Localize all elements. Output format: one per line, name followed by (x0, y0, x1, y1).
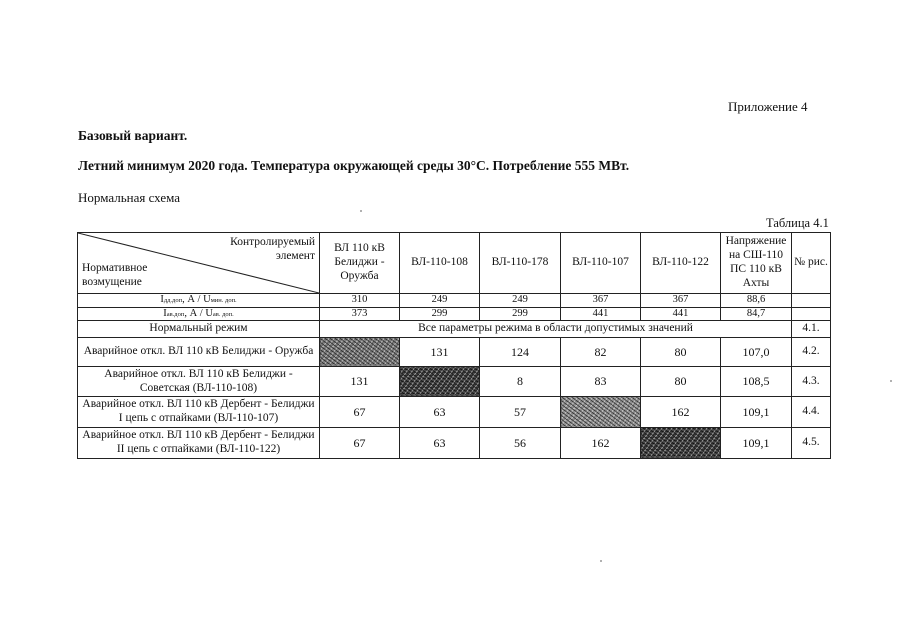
current-value: 8 (480, 366, 561, 397)
limit-value: 249 (400, 294, 480, 308)
results-table (77, 232, 831, 459)
table-header-row (78, 233, 831, 294)
row-label: Аварийное откл. ВЛ 110 кВ Белиджи - Советская (ВЛ-110-108) (78, 366, 320, 397)
voltage-value: 107,0 (721, 337, 792, 366)
limit-value: 367 (641, 294, 721, 308)
figure-ref: 4.3. (792, 366, 831, 397)
column-header: ВЛ-110-107 (561, 233, 641, 294)
scan-speck (360, 210, 362, 212)
conditions-heading: Летний минимум 2020 года. Температура окружающей среды 30°С. Потребление 555 МВт. (78, 158, 630, 173)
limit-value: 249 (480, 294, 561, 308)
current-value: 63 (400, 397, 480, 428)
variant-heading: Базовый вариант. (78, 128, 188, 143)
current-value: 82 (561, 337, 641, 366)
column-header: ВЛ-110-122 (641, 233, 721, 294)
current-value: 124 (480, 337, 561, 366)
figure-ref: 4.5. (792, 427, 831, 458)
table-row (78, 337, 831, 366)
limit-row-1 (78, 294, 831, 308)
disconnected-element-cell (320, 337, 400, 366)
normal-mode-label: Нормальный режим (78, 321, 320, 338)
disconnected-element-cell (400, 366, 480, 397)
current-value: 83 (561, 366, 641, 397)
row-label: Аварийное откл. ВЛ 110 кВ Дербент - Белиджи I цепь с отпайками (ВЛ-110-107) (78, 397, 320, 428)
row-label: Аварийное откл. ВЛ 110 кВ Белиджи - Оружба (78, 337, 320, 366)
voltage-value: 108,5 (721, 366, 792, 397)
voltage-value: 109,1 (721, 397, 792, 428)
current-value: 80 (641, 366, 721, 397)
corner-cell (78, 233, 320, 294)
limit-value: 373 (320, 307, 400, 321)
appendix-label: Приложение 4 (728, 99, 808, 114)
limit-value: 299 (400, 307, 480, 321)
table-row (78, 366, 831, 397)
limit-value: 84,7 (721, 307, 792, 321)
table-number: Таблица 4.1 (766, 216, 829, 230)
current-value: 63 (400, 427, 480, 458)
limit-value: 88,6 (721, 294, 792, 308)
limit-value: 299 (480, 307, 561, 321)
scan-speck (600, 560, 602, 562)
current-value: 162 (641, 397, 721, 428)
figure-ref: 4.1. (792, 321, 831, 338)
normal-mode-row (78, 321, 831, 338)
current-value: 56 (480, 427, 561, 458)
limit-row-2 (78, 307, 831, 321)
row-label: Аварийное откл. ВЛ 110 кВ Дербент - Белиджи II цепь с отпайками (ВЛ-110-122) (78, 427, 320, 458)
current-value: 162 (561, 427, 641, 458)
disconnected-element-cell (641, 427, 721, 458)
limit-fig-empty (792, 294, 831, 308)
voltage-value: 109,1 (721, 427, 792, 458)
column-header: ВЛ-110-108 (400, 233, 480, 294)
current-value: 67 (320, 427, 400, 458)
limit-value: 367 (561, 294, 641, 308)
scheme-label: Нормальная схема (78, 190, 181, 205)
corner-top-label: Контролируемый элемент (230, 236, 315, 262)
column-header: ВЛ-110-178 (480, 233, 561, 294)
figure-header: № рис. (792, 233, 831, 294)
corner-bottom-label: Нормативное возмущение (82, 262, 148, 289)
current-value: 67 (320, 397, 400, 428)
current-value: 57 (480, 397, 561, 428)
figure-ref: 4.4. (792, 397, 831, 428)
normal-mode-note: Все параметры режима в области допустимых значений (320, 321, 792, 338)
scan-speck (890, 380, 892, 382)
current-value: 80 (641, 337, 721, 366)
limit-label-1: Iдд.доп, А / Uмин. доп. (78, 294, 320, 308)
limit-value: 441 (641, 307, 721, 321)
limit-value: 310 (320, 294, 400, 308)
figure-ref: 4.2. (792, 337, 831, 366)
limit-label-2: Iав.доп, А / Uав. доп. (78, 307, 320, 321)
disconnected-element-cell (561, 397, 641, 428)
column-header: ВЛ 110 кВ Белиджи - Оружба (320, 233, 400, 294)
current-value: 131 (320, 366, 400, 397)
limit-value: 441 (561, 307, 641, 321)
current-value: 131 (400, 337, 480, 366)
table-row (78, 427, 831, 458)
limit-fig-empty (792, 307, 831, 321)
voltage-header: Напряжение на СШ-110 ПС 110 кВ Ахты (721, 233, 792, 294)
table-row (78, 397, 831, 428)
